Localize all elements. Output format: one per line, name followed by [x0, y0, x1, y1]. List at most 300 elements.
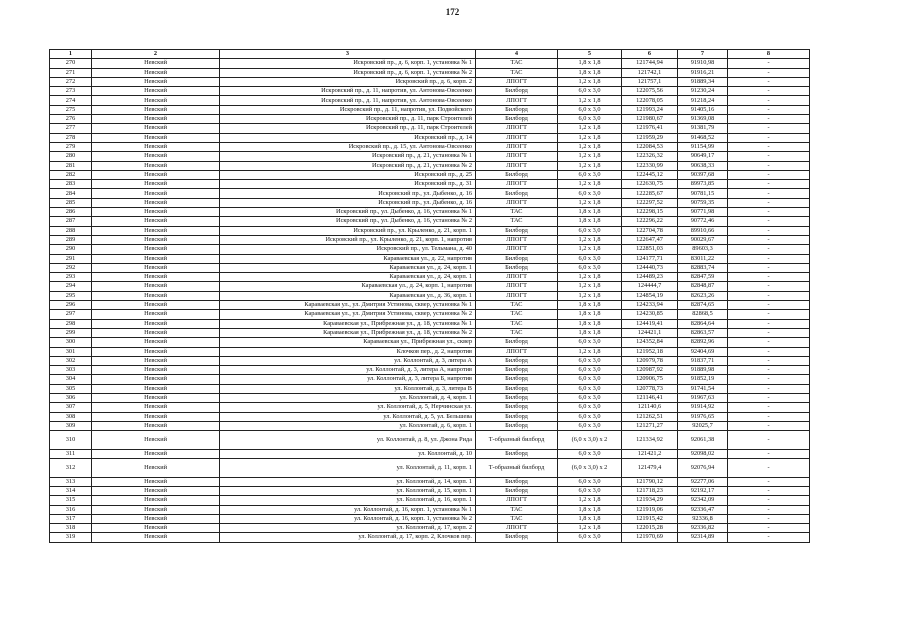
- construction-type-cell: Билборд: [476, 189, 558, 198]
- table-row: [50, 533, 810, 542]
- address-cell: Караваевская ул., д. 22, напротив: [220, 254, 476, 263]
- row-number-cell: 291: [50, 254, 92, 263]
- size-cell: 1,8 х 1,8: [558, 514, 622, 523]
- coord-y-cell: 83011,22: [678, 254, 728, 263]
- header-cell: 3: [220, 50, 476, 59]
- coord-x-cell: 124177,71: [622, 254, 678, 263]
- construction-type-cell: ТАС: [476, 328, 558, 337]
- district-cell: Невский: [92, 68, 220, 77]
- note-cell: -: [728, 319, 810, 328]
- coord-x-cell: 121915,42: [622, 514, 678, 523]
- address-cell: Караваевская ул., Прибрежная ул., сквер: [220, 338, 476, 347]
- table-row: [50, 459, 810, 478]
- note-cell: -: [728, 384, 810, 393]
- coord-x-cell: 121976,41: [622, 124, 678, 133]
- coord-y-cell: 90772,46: [678, 217, 728, 226]
- construction-type-cell: ЛПОГТ: [476, 273, 558, 282]
- size-cell: 6,0 х 3,0: [558, 393, 622, 402]
- size-cell: 1,8 х 1,8: [558, 217, 622, 226]
- coord-x-cell: 121970,69: [622, 533, 678, 542]
- size-cell: 1,2 х 1,8: [558, 96, 622, 105]
- construction-type-cell: ТАС: [476, 505, 558, 514]
- coord-y-cell: 91889,34: [678, 77, 728, 86]
- address-cell: ул. Коллонтай, д. 8, ул. Джона Рида: [220, 431, 476, 450]
- address-cell: Искровский пр., ул. Дыбенко, д. 16, установка № 1: [220, 208, 476, 217]
- header-cell: 1: [50, 50, 92, 59]
- construction-type-cell: ЛПОГТ: [476, 142, 558, 151]
- coord-y-cell: 91741,54: [678, 384, 728, 393]
- note-cell: -: [728, 152, 810, 161]
- construction-type-cell: ТАС: [476, 208, 558, 217]
- coord-y-cell: 82868,5: [678, 310, 728, 319]
- size-cell: 1,8 х 1,8: [558, 328, 622, 337]
- district-cell: Невский: [92, 514, 220, 523]
- row-number-cell: 282: [50, 170, 92, 179]
- construction-type-cell: Билборд: [476, 384, 558, 393]
- address-cell: Караваевская ул., Прибрежная ул., д. 18, установка № 1: [220, 319, 476, 328]
- construction-type-cell: Билборд: [476, 263, 558, 272]
- district-cell: Невский: [92, 198, 220, 207]
- table-row: [50, 235, 810, 244]
- coord-y-cell: 92336,82: [678, 524, 728, 533]
- district-cell: Невский: [92, 59, 220, 68]
- size-cell: 1,2 х 1,8: [558, 273, 622, 282]
- page-number: 172: [445, 7, 460, 17]
- district-cell: Невский: [92, 412, 220, 421]
- district-cell: Невский: [92, 375, 220, 384]
- district-cell: Невский: [92, 115, 220, 124]
- table-row: [50, 245, 810, 254]
- coord-y-cell: 90771,98: [678, 208, 728, 217]
- size-cell: 1,2 х 1,8: [558, 152, 622, 161]
- construction-type-cell: Билборд: [476, 412, 558, 421]
- coord-x-cell: 121919,06: [622, 505, 678, 514]
- coord-x-cell: 120906,75: [622, 375, 678, 384]
- construction-type-cell: ЛПОГТ: [476, 152, 558, 161]
- table-row: [50, 59, 810, 68]
- district-cell: Невский: [92, 77, 220, 86]
- construction-type-cell: Билборд: [476, 449, 558, 458]
- table-row: [50, 68, 810, 77]
- construction-type-cell: ЛПОГТ: [476, 347, 558, 356]
- note-cell: -: [728, 505, 810, 514]
- construction-type-cell: ТАС: [476, 514, 558, 523]
- construction-type-cell: ЛПОГТ: [476, 180, 558, 189]
- coord-y-cell: 92061,38: [678, 431, 728, 450]
- coord-x-cell: 121479,4: [622, 459, 678, 478]
- coord-x-cell: 121262,51: [622, 412, 678, 421]
- table-row: [50, 115, 810, 124]
- table-row: [50, 96, 810, 105]
- table-row: [50, 152, 810, 161]
- coord-x-cell: 122851,03: [622, 245, 678, 254]
- coord-x-cell: 124421,1: [622, 328, 678, 337]
- row-number-cell: 290: [50, 245, 92, 254]
- table-row: [50, 180, 810, 189]
- district-cell: Невский: [92, 338, 220, 347]
- note-cell: -: [728, 245, 810, 254]
- header-cell: 4: [476, 50, 558, 59]
- header-cell: 7: [678, 50, 728, 59]
- address-cell: ул. Коллонтай, д. 5, Нерчинская ул.: [220, 403, 476, 412]
- header-row: [50, 50, 810, 59]
- row-number-cell: 295: [50, 291, 92, 300]
- construction-type-cell: ЛПОГТ: [476, 282, 558, 291]
- row-number-cell: 289: [50, 235, 92, 244]
- size-cell: 6,0 х 3,0: [558, 366, 622, 375]
- row-number-cell: 284: [50, 189, 92, 198]
- coord-x-cell: 122297,52: [622, 198, 678, 207]
- note-cell: -: [728, 338, 810, 347]
- coord-y-cell: 90397,68: [678, 170, 728, 179]
- table-row: [50, 161, 810, 170]
- coord-y-cell: 92192,17: [678, 486, 728, 495]
- district-cell: Невский: [92, 533, 220, 542]
- district-cell: Невский: [92, 403, 220, 412]
- address-cell: ул. Коллонтай, д. 10: [220, 449, 476, 458]
- district-cell: Невский: [92, 282, 220, 291]
- row-number-cell: 296: [50, 301, 92, 310]
- row-number-cell: 294: [50, 282, 92, 291]
- table-row: [50, 496, 810, 505]
- table-row: [50, 198, 810, 207]
- coord-y-cell: 89910,66: [678, 226, 728, 235]
- coord-x-cell: 124440,73: [622, 263, 678, 272]
- address-cell: Искровский пр., ул. Крыленко, д. 21, корп. 1, напротив: [220, 235, 476, 244]
- address-cell: Искровский пр., ул. Дыбенко, д. 16, установка № 2: [220, 217, 476, 226]
- table-row: [50, 449, 810, 458]
- row-number-cell: 311: [50, 449, 92, 458]
- row-number-cell: 276: [50, 115, 92, 124]
- register-table: [49, 49, 810, 543]
- table-row: [50, 338, 810, 347]
- address-cell: Искровский пр., ул. Тельмана, д. 40: [220, 245, 476, 254]
- coord-y-cell: 91889,98: [678, 366, 728, 375]
- coord-x-cell: 122296,22: [622, 217, 678, 226]
- coord-x-cell: 121334,92: [622, 431, 678, 450]
- address-cell: Искровский пр., д. 25: [220, 170, 476, 179]
- size-cell: 6,0 х 3,0: [558, 477, 622, 486]
- construction-type-cell: Билборд: [476, 477, 558, 486]
- size-cell: 1,8 х 1,8: [558, 68, 622, 77]
- coord-y-cell: 82864,64: [678, 319, 728, 328]
- district-cell: Невский: [92, 235, 220, 244]
- address-cell: Искровский пр., д. 21, установка № 1: [220, 152, 476, 161]
- coord-y-cell: 91852,19: [678, 375, 728, 384]
- coord-y-cell: 92404,69: [678, 347, 728, 356]
- size-cell: 1,8 х 1,8: [558, 301, 622, 310]
- table-row: [50, 421, 810, 430]
- address-cell: Клочков пер., д. 2, напротив: [220, 347, 476, 356]
- header-cell: 2: [92, 50, 220, 59]
- row-number-cell: 304: [50, 375, 92, 384]
- district-cell: Невский: [92, 505, 220, 514]
- district-cell: Невский: [92, 393, 220, 402]
- coord-y-cell: 90638,33: [678, 161, 728, 170]
- coord-x-cell: 124444,7: [622, 282, 678, 291]
- table-row: [50, 393, 810, 402]
- table-row: [50, 505, 810, 514]
- table-row: [50, 403, 810, 412]
- row-number-cell: 277: [50, 124, 92, 133]
- table-row: [50, 254, 810, 263]
- size-cell: 6,0 х 3,0: [558, 226, 622, 235]
- address-cell: ул. Коллонтай, д. 15, корп. 1: [220, 486, 476, 495]
- construction-type-cell: Билборд: [476, 170, 558, 179]
- construction-type-cell: Билборд: [476, 486, 558, 495]
- coord-y-cell: 91218,24: [678, 96, 728, 105]
- coord-y-cell: 89973,85: [678, 180, 728, 189]
- district-cell: Невский: [92, 431, 220, 450]
- table-row: [50, 208, 810, 217]
- coord-x-cell: 122015,28: [622, 524, 678, 533]
- note-cell: -: [728, 533, 810, 542]
- row-number-cell: 285: [50, 198, 92, 207]
- table-row: [50, 77, 810, 86]
- address-cell: ул. Коллонтай, д. 17, корп. 2, Клочков пер.: [220, 533, 476, 542]
- address-cell: Искровский пр., ул. Крыленко, д. 21, корп. 1: [220, 226, 476, 235]
- note-cell: -: [728, 77, 810, 86]
- row-number-cell: 270: [50, 59, 92, 68]
- coord-x-cell: 120987,92: [622, 366, 678, 375]
- coord-x-cell: 120979,78: [622, 356, 678, 365]
- coord-x-cell: 122647,47: [622, 235, 678, 244]
- note-cell: -: [728, 412, 810, 421]
- table-row: [50, 384, 810, 393]
- coord-x-cell: 121757,1: [622, 77, 678, 86]
- district-cell: Невский: [92, 142, 220, 151]
- note-cell: -: [728, 477, 810, 486]
- table-row: [50, 170, 810, 179]
- district-cell: Невский: [92, 459, 220, 478]
- coord-y-cell: 90759,35: [678, 198, 728, 207]
- table-row: [50, 524, 810, 533]
- address-cell: Искровский пр., д. 11, напротив, ул. Антонова-Овсеенко: [220, 87, 476, 96]
- coord-y-cell: 90649,17: [678, 152, 728, 161]
- district-cell: Невский: [92, 217, 220, 226]
- size-cell: 6,0 х 3,0: [558, 87, 622, 96]
- coord-y-cell: 91916,21: [678, 68, 728, 77]
- row-number-cell: 314: [50, 486, 92, 495]
- note-cell: -: [728, 486, 810, 495]
- row-number-cell: 299: [50, 328, 92, 337]
- note-cell: -: [728, 301, 810, 310]
- row-number-cell: 317: [50, 514, 92, 523]
- size-cell: 6,0 х 3,0: [558, 533, 622, 542]
- district-cell: Невский: [92, 245, 220, 254]
- address-cell: ул. Коллонтай, д. 6, корп. 1: [220, 421, 476, 430]
- address-cell: Искровский пр., д. 11, парк Строителей: [220, 124, 476, 133]
- construction-type-cell: ЛПОГТ: [476, 77, 558, 86]
- size-cell: 6,0 х 3,0: [558, 486, 622, 495]
- address-cell: Караваевская ул., ул. Дмитрия Устинова, сквер, установка № 1: [220, 301, 476, 310]
- address-cell: Искровский пр., д. 31: [220, 180, 476, 189]
- address-cell: ул. Коллонтай, д. 4, корп. 1: [220, 393, 476, 402]
- district-cell: Невский: [92, 384, 220, 393]
- row-number-cell: 286: [50, 208, 92, 217]
- coord-y-cell: 82883,74: [678, 263, 728, 272]
- coord-x-cell: 124230,85: [622, 310, 678, 319]
- row-number-cell: 300: [50, 338, 92, 347]
- district-cell: Невский: [92, 105, 220, 114]
- size-cell: 1,8 х 1,8: [558, 59, 622, 68]
- note-cell: -: [728, 375, 810, 384]
- coord-y-cell: 91369,08: [678, 115, 728, 124]
- note-cell: -: [728, 524, 810, 533]
- note-cell: -: [728, 366, 810, 375]
- coord-x-cell: 121790,12: [622, 477, 678, 486]
- row-number-cell: 271: [50, 68, 92, 77]
- district-cell: Невский: [92, 96, 220, 105]
- row-number-cell: 287: [50, 217, 92, 226]
- coord-x-cell: 122084,53: [622, 142, 678, 151]
- coord-y-cell: 82863,57: [678, 328, 728, 337]
- address-cell: ул. Коллонтай, д. 17, корп. 2: [220, 524, 476, 533]
- note-cell: -: [728, 96, 810, 105]
- header-cell: 6: [622, 50, 678, 59]
- address-cell: Искровский пр., д. 11, напротив, ул. Подвойского: [220, 105, 476, 114]
- address-cell: Искровский пр., д. 14: [220, 133, 476, 142]
- table-row: [50, 375, 810, 384]
- coord-x-cell: 121146,41: [622, 393, 678, 402]
- table-row: [50, 347, 810, 356]
- size-cell: 6,0 х 3,0: [558, 170, 622, 179]
- size-cell: 1,8 х 1,8: [558, 505, 622, 514]
- coord-y-cell: 92314,89: [678, 533, 728, 542]
- coord-x-cell: 121959,29: [622, 133, 678, 142]
- row-number-cell: 280: [50, 152, 92, 161]
- table-row: [50, 124, 810, 133]
- size-cell: 6,0 х 3,0: [558, 105, 622, 114]
- note-cell: -: [728, 496, 810, 505]
- coord-x-cell: 121980,67: [622, 115, 678, 124]
- row-number-cell: 288: [50, 226, 92, 235]
- address-cell: ул. Коллонтай, д. 5, ул. Бельшева: [220, 412, 476, 421]
- size-cell: 1,2 х 1,8: [558, 524, 622, 533]
- district-cell: Невский: [92, 273, 220, 282]
- note-cell: -: [728, 347, 810, 356]
- size-cell: 6,0 х 3,0: [558, 384, 622, 393]
- size-cell: 1,2 х 1,8: [558, 161, 622, 170]
- coord-y-cell: 90781,15: [678, 189, 728, 198]
- address-cell: ул. Коллонтай, д. 16, корп. 1, установка № 2: [220, 514, 476, 523]
- district-cell: Невский: [92, 421, 220, 430]
- coord-y-cell: 92025,7: [678, 421, 728, 430]
- coord-y-cell: 91976,65: [678, 412, 728, 421]
- size-cell: 6,0 х 3,0: [558, 449, 622, 458]
- address-cell: ул. Коллонтай, д. 14, корп. 1: [220, 477, 476, 486]
- address-cell: ул. Коллонтай, д. 16, корп. 1, установка № 1: [220, 505, 476, 514]
- construction-type-cell: ЛПОГТ: [476, 96, 558, 105]
- construction-type-cell: Билборд: [476, 87, 558, 96]
- construction-type-cell: Билборд: [476, 105, 558, 114]
- coord-y-cell: 91230,24: [678, 87, 728, 96]
- address-cell: Караваевская ул., Прибрежная ул., д. 18, установка № 2: [220, 328, 476, 337]
- table-row: [50, 87, 810, 96]
- note-cell: -: [728, 514, 810, 523]
- header-cell: 8: [728, 50, 810, 59]
- coord-y-cell: 91910,98: [678, 59, 728, 68]
- coord-x-cell: 121271,27: [622, 421, 678, 430]
- coord-x-cell: 120778,73: [622, 384, 678, 393]
- size-cell: 1,2 х 1,8: [558, 291, 622, 300]
- construction-type-cell: ЛПОГТ: [476, 198, 558, 207]
- row-number-cell: 313: [50, 477, 92, 486]
- coord-x-cell: 122704,78: [622, 226, 678, 235]
- district-cell: Невский: [92, 301, 220, 310]
- coord-y-cell: 82623,26: [678, 291, 728, 300]
- row-number-cell: 318: [50, 524, 92, 533]
- construction-type-cell: Билборд: [476, 375, 558, 384]
- coord-x-cell: 122445,12: [622, 170, 678, 179]
- table-row: [50, 301, 810, 310]
- coord-x-cell: 122298,15: [622, 208, 678, 217]
- row-number-cell: 273: [50, 87, 92, 96]
- address-cell: Искровский пр., д. 6, корп. 2: [220, 77, 476, 86]
- coord-x-cell: 124419,41: [622, 319, 678, 328]
- note-cell: -: [728, 403, 810, 412]
- construction-type-cell: Билборд: [476, 533, 558, 542]
- construction-type-cell: ТАС: [476, 310, 558, 319]
- size-cell: 1,2 х 1,8: [558, 124, 622, 133]
- row-number-cell: 279: [50, 142, 92, 151]
- note-cell: -: [728, 59, 810, 68]
- address-cell: Искровский пр., д. 15, ул. Антонова-Овсеенко: [220, 142, 476, 151]
- size-cell: 6,0 х 3,0: [558, 412, 622, 421]
- construction-type-cell: Т-образный билборд: [476, 459, 558, 478]
- construction-type-cell: Т-образный билборд: [476, 431, 558, 450]
- coord-y-cell: 92336,8: [678, 514, 728, 523]
- construction-type-cell: ТАС: [476, 59, 558, 68]
- row-number-cell: 310: [50, 431, 92, 450]
- construction-type-cell: ЛПОГТ: [476, 496, 558, 505]
- district-cell: Невский: [92, 180, 220, 189]
- address-cell: ул. Коллонтай, д. 3, литера А, напротив: [220, 366, 476, 375]
- table-row: [50, 328, 810, 337]
- construction-type-cell: Билборд: [476, 115, 558, 124]
- row-number-cell: 292: [50, 263, 92, 272]
- coord-y-cell: 91914,92: [678, 403, 728, 412]
- note-cell: -: [728, 105, 810, 114]
- address-cell: ул. Коллонтай, д. 3, литера А: [220, 356, 476, 365]
- construction-type-cell: Билборд: [476, 403, 558, 412]
- size-cell: (6,0 х 3,0) х 2: [558, 459, 622, 478]
- address-cell: Караваевская ул., д. 24, корп. 1, напротив: [220, 282, 476, 291]
- coord-y-cell: 92342,09: [678, 496, 728, 505]
- table-row: [50, 105, 810, 114]
- note-cell: -: [728, 449, 810, 458]
- coord-y-cell: 91967,63: [678, 393, 728, 402]
- coord-y-cell: 92098,02: [678, 449, 728, 458]
- construction-type-cell: ЛПОГТ: [476, 161, 558, 170]
- district-cell: Невский: [92, 189, 220, 198]
- coord-y-cell: 91405,16: [678, 105, 728, 114]
- address-cell: ул. Коллонтай, д. 16, корп. 1: [220, 496, 476, 505]
- size-cell: 6,0 х 3,0: [558, 189, 622, 198]
- table-row: [50, 282, 810, 291]
- size-cell: 1,8 х 1,8: [558, 208, 622, 217]
- row-number-cell: 305: [50, 384, 92, 393]
- note-cell: -: [728, 421, 810, 430]
- coord-x-cell: 124352,84: [622, 338, 678, 347]
- table-row: [50, 319, 810, 328]
- coord-x-cell: 124489,23: [622, 273, 678, 282]
- district-cell: Невский: [92, 486, 220, 495]
- construction-type-cell: Билборд: [476, 421, 558, 430]
- district-cell: Невский: [92, 208, 220, 217]
- note-cell: -: [728, 310, 810, 319]
- size-cell: 6,0 х 3,0: [558, 263, 622, 272]
